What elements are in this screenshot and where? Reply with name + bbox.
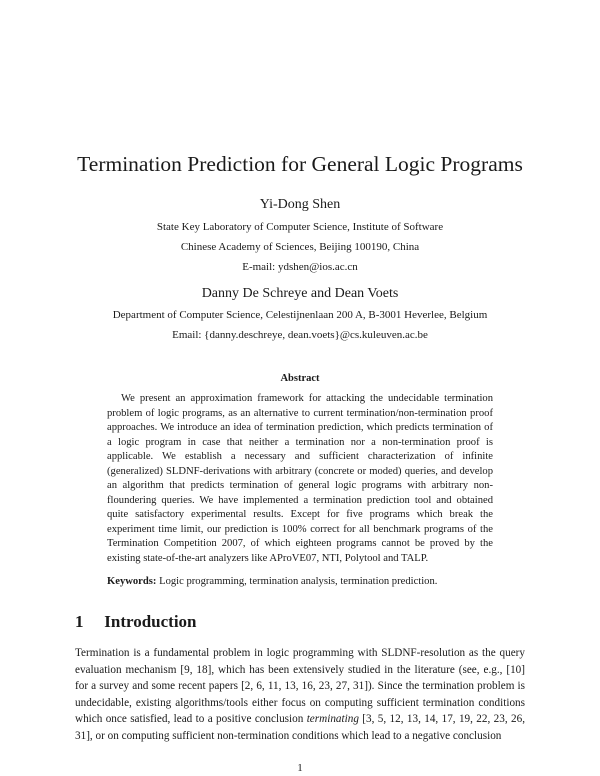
affiliation-line: State Key Laboratory of Computer Science, Institute of Software	[156, 221, 444, 233]
abstract-text: We present an approximation framework for attacking the undecidable termination problem of logic programs, as an alternative to current termination/non-termination proof approaches. We introduce an idea of termination prediction, which predicts termination of a logic program in case that neither a termination nor a non-termination proof is applicable. We establish a necessary and sufficient characterization of infinite (generalized) SLDNF-derivations with arbitrary (concrete or moded) queries, and develop an algorithm that predicts termination of general logic programs with arbitrary non-floundering queries. We have implemented a termination prediction tool and obtained quite satisfactory experimental results. Except for five programs which break the experiment time limit, our prediction is 100% correct for all benchmark programs of the Termination Competition 2007, of which eighteen programs cannot be proved by the existing state-of-the-art analyzers like AProVE07, NTI, Polytool and TALP.	[107, 393, 493, 565]
keywords	[107, 575, 493, 589]
abstract-heading: Abstract	[280, 373, 320, 384]
section-title: Introduction	[104, 612, 197, 631]
keywords-text: Logic programming, termination analysis, termination prediction.	[159, 576, 438, 587]
body-text-part1: Termination is a fundamental problem in logic programming with SLDNF-resolution as the query evaluation mechanism [9, 18], which has been extensively studied in the literature (see, e.g., [10] for a survey and some recent papers [2, 6, 11, 13, 16, 23, 27, 31]). Since the termination problem is undecidable, existing algorithms/tools either focus on computing sufficient termination conditions which once satisfied, lead to a positive conclusion	[75, 647, 525, 725]
section-heading	[75, 612, 197, 632]
author-name-1: Yi-Dong Shen	[259, 197, 341, 212]
body-paragraph	[75, 645, 525, 744]
affiliation-line: Department of Computer Science, Celestijnenlaan 200 A, B-3001 Heverlee, Belgium	[112, 309, 488, 321]
section-number: 1	[75, 612, 84, 631]
body-emphasis: terminating	[306, 713, 359, 725]
body-text-part2: [3, 5, 12, 13, 14, 17, 19, 22, 23, 26, 31], or on computing sufficient non-termination conditions which lead to a negative conclusion	[75, 713, 525, 742]
paper-title: Termination Prediction for General Logic Programs	[77, 152, 523, 176]
author-name-2: Danny De Schreye and Dean Voets	[201, 286, 399, 301]
affiliation-line: Chinese Academy of Sciences, Beijing 100190, China	[180, 241, 420, 253]
author-email: E-mail: ydshen@ios.ac.cn	[242, 261, 358, 273]
page-number: 1	[297, 762, 303, 774]
author-email: Email: {danny.deschreye, dean.voets}@cs.kuleuven.ac.be	[172, 329, 428, 341]
keywords-label: Keywords:	[107, 576, 157, 587]
